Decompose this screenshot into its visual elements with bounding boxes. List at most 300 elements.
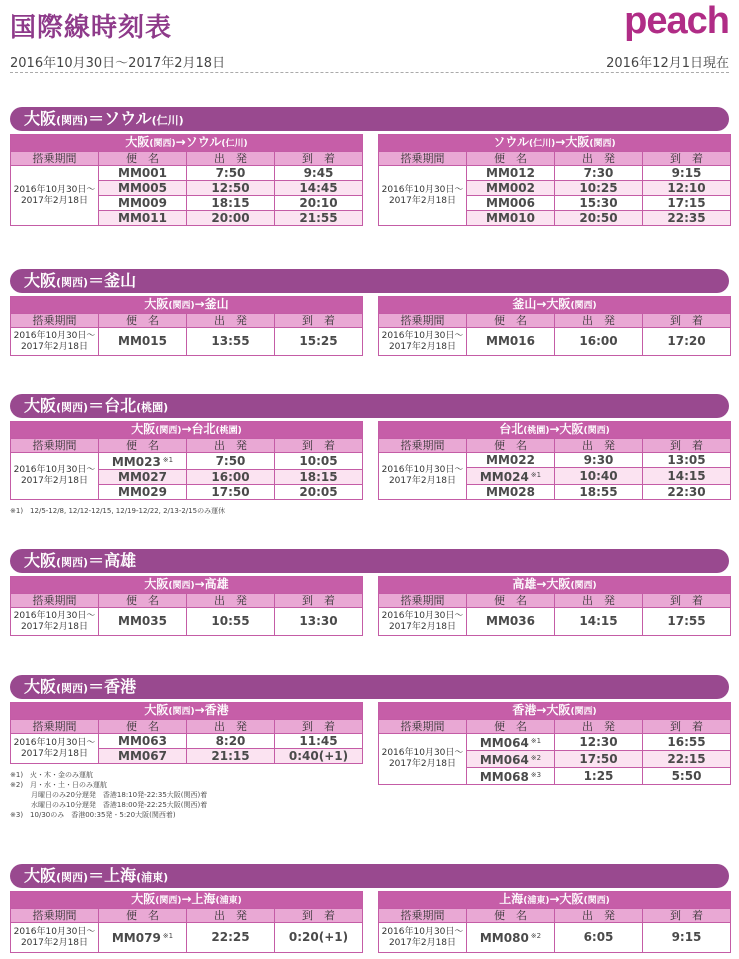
route-section: [10, 675, 729, 819]
arrow-icon: →: [536, 703, 547, 717]
flight-number: [99, 196, 187, 211]
direction-caption: [11, 135, 363, 152]
header-arrival: 到 着: [275, 152, 363, 166]
period-start: 2016年10月30日〜: [381, 330, 464, 341]
flight-code: MM064: [479, 736, 529, 750]
flight-number: [467, 751, 555, 768]
departure-time: 7:50: [187, 166, 275, 181]
departure-time: 18:15: [187, 196, 275, 211]
header-departure: 出 発: [187, 439, 275, 453]
header-period: 搭乗期間: [379, 439, 467, 453]
route-section: [10, 864, 729, 948]
table-row: [379, 166, 731, 181]
header-period: 搭乗期間: [379, 909, 467, 923]
header-departure: 出 発: [555, 909, 643, 923]
boarding-period: [379, 608, 467, 636]
route-origin: 大阪: [24, 677, 57, 696]
document-title: 国際線時刻表: [10, 13, 173, 43]
flight-code: MM001: [118, 166, 167, 180]
header-arrival: 到 着: [643, 152, 731, 166]
route-origin: 大阪: [24, 271, 57, 290]
departure-time: 7:50: [187, 453, 275, 470]
arrival-time: 16:55: [643, 734, 731, 751]
table-row: [379, 608, 731, 636]
caption-origin: 大阪: [144, 577, 169, 591]
flight-code: MM023: [111, 455, 161, 469]
route-origin-airport: (関西): [56, 682, 89, 695]
footnote-mark: ※1: [162, 932, 174, 940]
period-start: 2016年10月30日〜: [13, 926, 96, 937]
flight-code: MM027: [118, 470, 167, 484]
header-flight: 便 名: [467, 314, 555, 328]
route-origin-airport: (関西): [56, 401, 89, 414]
header-arrival: 到 着: [275, 720, 363, 734]
footnote-mark: ※3: [530, 771, 542, 779]
header-flight: 便 名: [99, 314, 187, 328]
departure-time: 17:50: [555, 751, 643, 768]
departure-time: 8:20: [187, 734, 275, 749]
caption-origin: 大阪: [125, 135, 150, 149]
header-period: 搭乗期間: [379, 314, 467, 328]
flight-code: MM022: [486, 453, 535, 467]
footnote-mark: ※1: [530, 471, 542, 479]
arrival-time: 9:15: [643, 923, 731, 953]
arrival-time: 0:40(+1): [275, 749, 363, 764]
caption-row: [379, 422, 731, 439]
arrow-icon: →: [194, 577, 205, 591]
header-period: 搭乗期間: [11, 720, 99, 734]
header-arrival: 到 着: [275, 594, 363, 608]
period-start: 2016年10月30日〜: [381, 184, 464, 195]
return-timetable: [378, 891, 731, 953]
period-end: 2017年2月18日: [388, 937, 457, 948]
departure-time: 10:40: [555, 468, 643, 485]
caption-destination-airport: (仁川): [221, 139, 248, 149]
column-header-row: [11, 720, 363, 734]
footnotes: [10, 506, 225, 516]
header-period: 搭乗期間: [11, 909, 99, 923]
route-destination: 台北: [104, 396, 137, 415]
route-origin: 大阪: [24, 866, 57, 885]
header-period: 搭乗期間: [379, 720, 467, 734]
header-flight: 便 名: [99, 439, 187, 453]
caption-destination: 香港: [204, 703, 229, 717]
direction-caption: [379, 422, 731, 439]
flight-number: [467, 181, 555, 196]
caption-row: [379, 297, 731, 314]
arrival-time: 14:45: [275, 181, 363, 196]
column-header-row: [11, 314, 363, 328]
flight-code: MM064: [479, 753, 529, 767]
header-arrival: 到 着: [275, 909, 363, 923]
header-arrival: 到 着: [643, 314, 731, 328]
departure-time: 20:00: [187, 211, 275, 226]
arrow-icon: →: [536, 577, 547, 591]
caption-origin-airport: (関西): [168, 301, 195, 311]
flight-number: [467, 608, 555, 636]
route-title-bar: [10, 549, 729, 573]
departure-time: 16:00: [555, 328, 643, 356]
route-destination: 香港: [104, 677, 137, 696]
caption-destination: 大阪: [559, 892, 584, 906]
route-origin: 大阪: [24, 109, 57, 128]
caption-origin: 大阪: [131, 892, 156, 906]
direction-caption: [11, 703, 363, 720]
period-end: 2017年2月18日: [20, 621, 89, 632]
boarding-period: [11, 608, 99, 636]
boarding-period: [11, 734, 99, 764]
route-section: [10, 107, 729, 225]
route-separator: ＝: [88, 396, 105, 415]
flight-code: MM080: [479, 931, 529, 945]
departure-time: 17:50: [187, 485, 275, 500]
flight-code: MM024: [479, 470, 529, 484]
period-start: 2016年10月30日〜: [381, 610, 464, 621]
period-end: 2017年2月18日: [388, 759, 457, 769]
route-separator: ＝: [88, 866, 105, 885]
flight-code: MM035: [118, 614, 167, 628]
period-start: 2016年10月30日〜: [13, 330, 96, 341]
flight-number: [99, 470, 187, 485]
route-title-bar: [10, 864, 729, 888]
route-origin-airport: (関西): [56, 276, 89, 289]
arrow-icon: →: [549, 422, 560, 436]
flight-number: [99, 181, 187, 196]
arrival-time: 10:05: [275, 453, 363, 470]
arrival-time: 14:15: [643, 468, 731, 485]
caption-origin: 大阪: [144, 703, 169, 717]
caption-row: [379, 703, 731, 720]
flight-number: [99, 211, 187, 226]
departure-time: 12:50: [187, 181, 275, 196]
caption-row: [379, 577, 731, 594]
direction-caption: [11, 422, 363, 439]
arrival-time: 9:45: [275, 166, 363, 181]
caption-destination: 大阪: [546, 703, 571, 717]
departure-time: 18:55: [555, 485, 643, 500]
caption-destination-airport: (関西): [570, 581, 597, 591]
caption-destination: 台北: [191, 422, 216, 436]
return-timetable: [378, 702, 731, 785]
flight-number: [99, 453, 187, 470]
footnote-mark: ※1: [530, 737, 542, 745]
outbound-timetable: [10, 134, 363, 226]
header-arrival: 到 着: [643, 909, 731, 923]
period-start: 2016年10月30日〜: [13, 465, 96, 475]
outbound-timetable: [10, 296, 363, 356]
flight-code: MM028: [486, 485, 535, 499]
caption-destination-airport: (関西): [589, 139, 616, 149]
footnote-mark: ※2: [530, 932, 542, 940]
flight-number: [467, 196, 555, 211]
route-origin-airport: (関西): [56, 114, 89, 127]
table-row: [379, 734, 731, 751]
period-end: 2017年2月18日: [20, 341, 89, 352]
caption-row: [11, 422, 363, 439]
flight-number: [99, 608, 187, 636]
table-row: [379, 328, 731, 356]
period-end: 2017年2月18日: [20, 476, 89, 486]
arrow-icon: →: [555, 135, 566, 149]
period-end: 2017年2月18日: [388, 476, 457, 486]
arrow-icon: →: [549, 892, 560, 906]
period-start: 2016年10月30日〜: [13, 737, 96, 748]
header-arrival: 到 着: [643, 720, 731, 734]
arrival-time: 22:35: [643, 211, 731, 226]
caption-destination: 上海: [191, 892, 216, 906]
header-arrival: 到 着: [275, 439, 363, 453]
as-of-date: 2016年12月1日現在: [606, 56, 729, 71]
caption-destination: 釜山: [204, 297, 229, 311]
return-timetable: [378, 296, 731, 356]
route-separator: ＝: [88, 551, 105, 570]
flight-number: [99, 328, 187, 356]
flight-number: [467, 468, 555, 485]
footnote-mark: ※2: [530, 754, 542, 762]
flight-code: MM015: [118, 334, 167, 348]
route-section: [10, 549, 729, 632]
header-flight: 便 名: [467, 439, 555, 453]
route-destination-airport: (浦東): [136, 871, 169, 884]
direction-caption: [379, 577, 731, 594]
period-end: 2017年2月18日: [388, 195, 457, 206]
header-flight: 便 名: [99, 909, 187, 923]
direction-caption: [11, 892, 363, 909]
flight-code: MM011: [118, 211, 167, 225]
caption-origin-airport: (仁川): [529, 139, 556, 149]
arrival-time: 9:15: [643, 166, 731, 181]
departure-time: 16:00: [187, 470, 275, 485]
route-origin-airport: (関西): [56, 871, 89, 884]
header-departure: 出 発: [555, 314, 643, 328]
arrow-icon: →: [194, 703, 205, 717]
caption-origin-airport: (関西): [155, 896, 182, 906]
table-row: [379, 453, 731, 468]
header-flight: 便 名: [467, 152, 555, 166]
route-origin-airport: (関西): [56, 556, 89, 569]
caption-destination-airport: (関西): [583, 896, 610, 906]
direction-caption: [11, 297, 363, 314]
route-section: [10, 394, 729, 515]
column-header-row: [11, 439, 363, 453]
table-row: [11, 608, 363, 636]
caption-origin-airport: (関西): [168, 581, 195, 591]
flight-code: MM005: [118, 181, 167, 195]
header-departure: 出 発: [555, 152, 643, 166]
flight-code: MM036: [486, 614, 535, 628]
arrow-icon: →: [181, 422, 192, 436]
flight-number: [467, 211, 555, 226]
table-row: [11, 328, 363, 356]
caption-origin-airport: (関西): [155, 426, 182, 436]
column-header-row: [379, 909, 731, 923]
flight-number: [467, 923, 555, 953]
outbound-timetable: [10, 576, 363, 636]
boarding-period: [379, 734, 467, 785]
departure-time: 13:55: [187, 328, 275, 356]
flight-number: [99, 166, 187, 181]
footnote-line: 月曜日のみ20分遅発 香港18:10発-22:35大阪(関西)着: [10, 791, 208, 799]
direction-caption: [11, 577, 363, 594]
flight-number: [467, 768, 555, 785]
arrival-time: 17:20: [643, 328, 731, 356]
flight-code: MM063: [118, 734, 167, 748]
caption-origin-airport: (関西): [168, 707, 195, 717]
flight-code: MM016: [486, 334, 535, 348]
flight-number: [467, 166, 555, 181]
caption-origin: 高雄: [512, 577, 537, 591]
table-row: [11, 166, 363, 181]
departure-time: 1:25: [555, 768, 643, 785]
header-flight: 便 名: [467, 594, 555, 608]
boarding-period: [11, 453, 99, 500]
arrival-time: 5:50: [643, 768, 731, 785]
arrival-time: 22:30: [643, 485, 731, 500]
arrival-time: 20:10: [275, 196, 363, 211]
route-separator: ＝: [88, 677, 105, 696]
arrival-time: 0:20(+1): [275, 923, 363, 953]
caption-destination-airport: (関西): [583, 426, 610, 436]
route-destination: 高雄: [104, 551, 137, 570]
route-title-bar: [10, 675, 729, 699]
header-flight: 便 名: [99, 720, 187, 734]
arrival-time: 12:10: [643, 181, 731, 196]
column-header-row: [379, 594, 731, 608]
header-flight: 便 名: [99, 152, 187, 166]
flight-code: MM012: [486, 166, 535, 180]
arrival-time: 11:45: [275, 734, 363, 749]
flight-code: MM029: [118, 485, 167, 499]
header-departure: 出 発: [187, 594, 275, 608]
header-departure: 出 発: [555, 439, 643, 453]
flight-number: [467, 453, 555, 468]
footnote-line: ※1) 火・木・金のみ運航: [10, 771, 94, 779]
caption-row: [379, 135, 731, 152]
caption-destination: 大阪: [565, 135, 590, 149]
caption-destination: 高雄: [204, 577, 229, 591]
column-header-row: [11, 594, 363, 608]
arrival-time: 20:05: [275, 485, 363, 500]
departure-time: 22:25: [187, 923, 275, 953]
route-origin: 大阪: [24, 551, 57, 570]
direction-caption: [379, 703, 731, 720]
caption-destination-airport: (桃園): [215, 426, 242, 436]
period-start: 2016年10月30日〜: [381, 748, 464, 758]
caption-origin: ソウル: [493, 135, 530, 149]
flight-code: MM009: [118, 196, 167, 210]
outbound-timetable: [10, 421, 363, 500]
caption-row: [11, 892, 363, 909]
footnote-line: ※1) 12/5-12/8, 12/12-12/15, 12/19-12/22, 2/13-2/15のみ運休: [10, 507, 226, 515]
departure-time: 10:55: [187, 608, 275, 636]
arrival-time: 15:25: [275, 328, 363, 356]
departure-time: 10:25: [555, 181, 643, 196]
route-origin: 大阪: [24, 396, 57, 415]
period-end: 2017年2月18日: [388, 341, 457, 352]
direction-caption: [379, 892, 731, 909]
caption-origin-airport: (桃園): [523, 426, 550, 436]
header-departure: 出 発: [187, 720, 275, 734]
boarding-period: [379, 166, 467, 226]
boarding-period: [379, 923, 467, 953]
flight-code: MM002: [486, 181, 535, 195]
header-period: 搭乗期間: [379, 152, 467, 166]
header-period: 搭乗期間: [11, 439, 99, 453]
arrow-icon: →: [175, 135, 186, 149]
caption-origin: 上海: [499, 892, 524, 906]
route-separator: ＝: [88, 271, 105, 290]
boarding-period: [11, 328, 99, 356]
caption-origin: 大阪: [144, 297, 169, 311]
route-separator: ＝: [88, 109, 105, 128]
header-period: 搭乗期間: [11, 314, 99, 328]
header-period: 搭乗期間: [379, 594, 467, 608]
flight-code: MM067: [118, 749, 167, 763]
footnote-line: 水曜日のみ10分遅発 香港18:00発-22:25大阪(関西)着: [10, 801, 208, 809]
column-header-row: [379, 439, 731, 453]
caption-destination-airport: (関西): [570, 301, 597, 311]
column-header-row: [379, 314, 731, 328]
flight-code: MM079: [111, 931, 161, 945]
route-section: [10, 269, 729, 352]
period-end: 2017年2月18日: [20, 195, 89, 206]
caption-destination-airport: (浦東): [215, 896, 242, 906]
departure-time: 14:15: [555, 608, 643, 636]
flight-number: [467, 328, 555, 356]
header-arrival: 到 着: [275, 314, 363, 328]
route-title-bar: [10, 269, 729, 293]
caption-row: [11, 703, 363, 720]
boarding-period: [379, 328, 467, 356]
outbound-timetable: [10, 891, 363, 953]
table-row: [379, 923, 731, 953]
return-timetable: [378, 576, 731, 636]
period-end: 2017年2月18日: [388, 621, 457, 632]
caption-destination: 大阪: [546, 297, 571, 311]
caption-row: [11, 577, 363, 594]
timetable-period: 2016年10月30日〜2017年2月18日: [10, 56, 226, 71]
departure-time: 9:30: [555, 453, 643, 468]
flight-number: [99, 734, 187, 749]
table-row: [11, 734, 363, 749]
departure-time: 21:15: [187, 749, 275, 764]
header-departure: 出 発: [187, 314, 275, 328]
outbound-timetable: [10, 702, 363, 764]
period-end: 2017年2月18日: [20, 748, 89, 759]
caption-origin: 大阪: [131, 422, 156, 436]
period-start: 2016年10月30日〜: [13, 184, 96, 195]
peach-logo: peach: [624, 0, 729, 42]
arrow-icon: →: [181, 892, 192, 906]
departure-time: 20:50: [555, 211, 643, 226]
period-start: 2016年10月30日〜: [381, 465, 464, 475]
header-departure: 出 発: [555, 720, 643, 734]
departure-time: 12:30: [555, 734, 643, 751]
caption-origin: 台北: [499, 422, 524, 436]
arrival-time: 21:55: [275, 211, 363, 226]
footnote-line: ※3) 10/30のみ 香港00:35発 - 5:20大阪(関西着): [10, 811, 176, 819]
column-header-row: [379, 152, 731, 166]
flight-number: [99, 923, 187, 953]
caption-destination: 大阪: [546, 577, 571, 591]
caption-origin-airport: (浦東): [523, 896, 550, 906]
period-start: 2016年10月30日〜: [13, 610, 96, 621]
caption-row: [11, 135, 363, 152]
header-arrival: 到 着: [643, 439, 731, 453]
route-title-bar: [10, 394, 729, 418]
column-header-row: [11, 152, 363, 166]
caption-row: [11, 297, 363, 314]
